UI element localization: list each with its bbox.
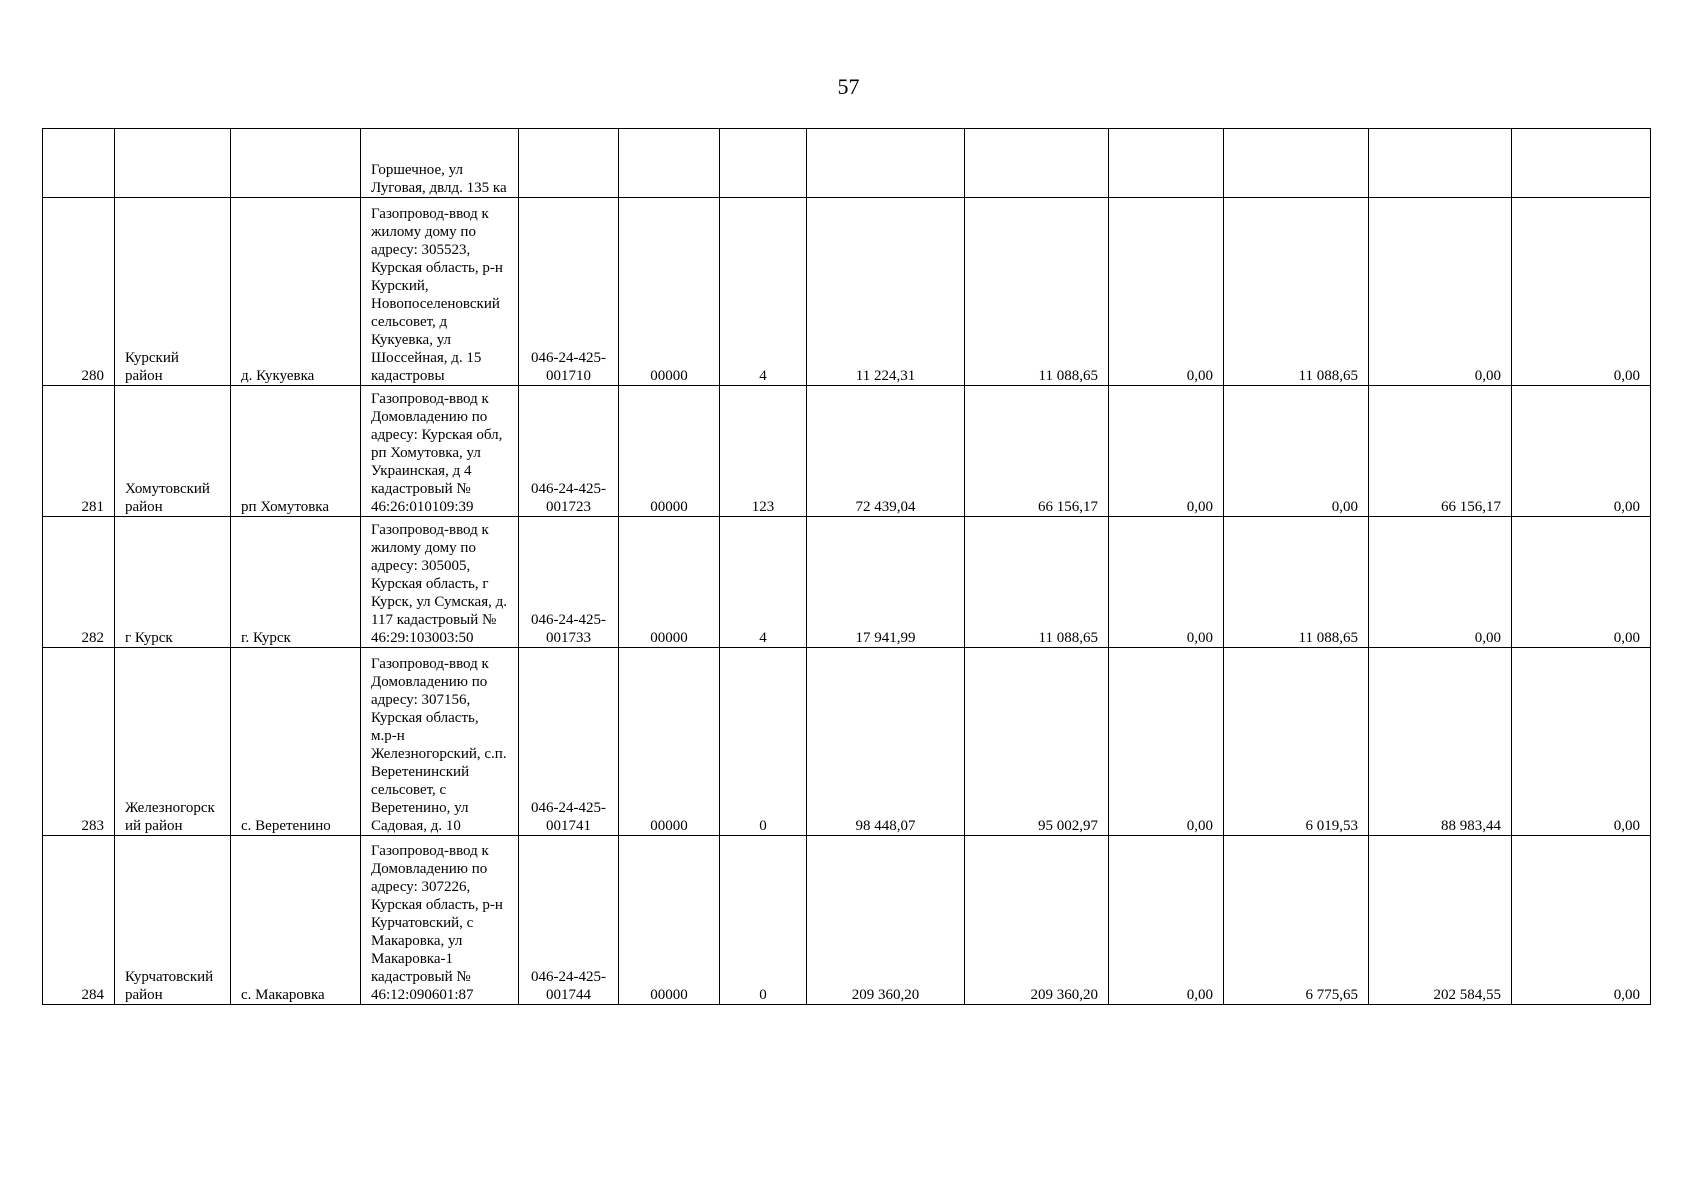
value-cell: 66 156,17: [1369, 386, 1512, 517]
objects-table: [42, 128, 1651, 1005]
value-cell: 209 360,20: [965, 836, 1109, 1005]
code-cell: 046-24-425-001733: [519, 517, 619, 648]
table-row: [43, 517, 1651, 648]
value-cell: 95 002,97: [965, 648, 1109, 836]
description-cell: Газопровод-ввод к жилому дому по адресу: 305005, Курская область, г Курск, ул Сумская, д. 117 кадастровый № 46:29:103003:50: [361, 517, 519, 648]
count-cell: 0: [720, 836, 807, 1005]
value-cell: 98 448,07: [807, 648, 965, 836]
row-number: 284: [43, 836, 115, 1005]
row-number: 280: [43, 198, 115, 386]
locality-cell: с. Веретенино: [231, 648, 361, 836]
description-cell: Газопровод-ввод к Домовладению по адресу: Курская обл, рп Хомутовка, ул Украинская, д 4 кадастровый № 46:26:010109:39: [361, 386, 519, 517]
table-row: [43, 648, 1651, 836]
description-cell: Газопровод-ввод к Домовладению по адресу: 307156, Курская область, м.р-н Железногорский, с.п. Веретенинский сельсовет, с Веретенино, ул Садовая, д. 10: [361, 648, 519, 836]
value-cell: 0,00: [1109, 198, 1224, 386]
code2-cell: 00000: [619, 517, 720, 648]
row-number: 281: [43, 386, 115, 517]
code2-cell: 00000: [619, 386, 720, 517]
row-number: 283: [43, 648, 115, 836]
code-cell: 046-24-425-001741: [519, 648, 619, 836]
code-cell: 046-24-425-001710: [519, 198, 619, 386]
value-cell: 11 088,65: [1224, 198, 1369, 386]
description-cell: Газопровод-ввод к жилому дому по адресу: 305523, Курская область, р-н Курский, Новопоселеновский сельсовет, д Кукуевка, ул Шоссейная, д. 15 кадастровы: [361, 198, 519, 386]
code2-cell: 00000: [619, 836, 720, 1005]
table-row: [43, 129, 1651, 198]
count-cell: 123: [720, 386, 807, 517]
value-cell: 11 088,65: [1224, 517, 1369, 648]
value-cell: 6 775,65: [1224, 836, 1369, 1005]
code2-cell: 00000: [619, 198, 720, 386]
district-cell: Хомутовский район: [115, 386, 231, 517]
row-number: 282: [43, 517, 115, 648]
district-cell: Курский район: [115, 198, 231, 386]
table-row: [43, 198, 1651, 386]
locality-cell: г. Курск: [231, 517, 361, 648]
value-cell: 209 360,20: [807, 836, 965, 1005]
district-cell: Курчатовский район: [115, 836, 231, 1005]
value-cell: 0,00: [1109, 517, 1224, 648]
value-cell: 88 983,44: [1369, 648, 1512, 836]
value-cell: 0,00: [1369, 517, 1512, 648]
locality-cell: с. Макаровка: [231, 836, 361, 1005]
code-cell: 046-24-425-001723: [519, 386, 619, 517]
code-cell: 046-24-425-001744: [519, 836, 619, 1005]
value-cell: 72 439,04: [807, 386, 965, 517]
count-cell: 4: [720, 517, 807, 648]
page-number: 57: [837, 74, 860, 99]
table-row: [43, 836, 1651, 1005]
value-cell: 11 088,65: [965, 198, 1109, 386]
value-cell: 0,00: [1512, 517, 1651, 648]
value-cell: 0,00: [1369, 198, 1512, 386]
value-cell: 0,00: [1512, 198, 1651, 386]
value-cell: 11 088,65: [965, 517, 1109, 648]
description-cell: Газопровод-ввод к Домовладению по адресу: 307226, Курская область, р-н Курчатовский, с Макаровка, ул Макаровка-1 кадастровый № 46:12:090601:87: [361, 836, 519, 1005]
table-row: [43, 386, 1651, 517]
district-cell: Железногорский район: [115, 648, 231, 836]
value-cell: 0,00: [1109, 386, 1224, 517]
value-cell: 202 584,55: [1369, 836, 1512, 1005]
value-cell: 0,00: [1512, 836, 1651, 1005]
description-cell: Горшечное, ул Луговая, двлд. 135 ка: [361, 129, 519, 198]
count-cell: 4: [720, 198, 807, 386]
value-cell: 0,00: [1109, 836, 1224, 1005]
value-cell: 66 156,17: [965, 386, 1109, 517]
value-cell: 0,00: [1512, 648, 1651, 836]
locality-cell: рп Хомутовка: [231, 386, 361, 517]
value-cell: 0,00: [1512, 386, 1651, 517]
value-cell: 0,00: [1224, 386, 1369, 517]
code2-cell: 00000: [619, 648, 720, 836]
value-cell: 6 019,53: [1224, 648, 1369, 836]
district-cell: г Курск: [115, 517, 231, 648]
value-cell: 17 941,99: [807, 517, 965, 648]
value-cell: 11 224,31: [807, 198, 965, 386]
locality-cell: д. Кукуевка: [231, 198, 361, 386]
count-cell: 0: [720, 648, 807, 836]
value-cell: 0,00: [1109, 648, 1224, 836]
